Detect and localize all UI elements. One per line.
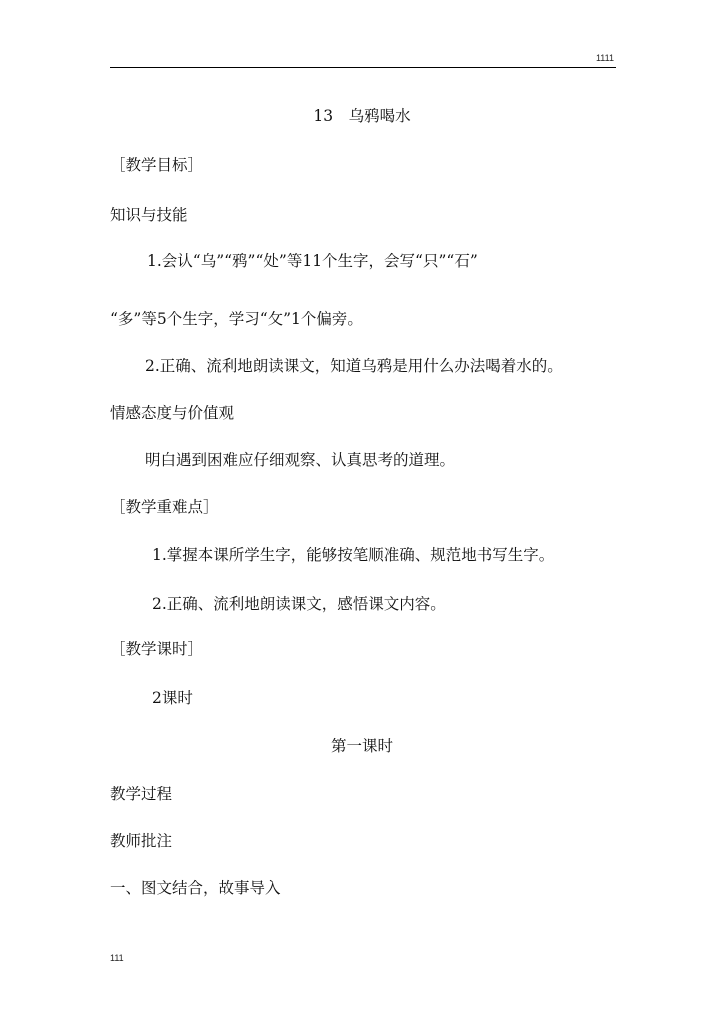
objective-2: 2.正确、流利地朗读课文，知道乌鸦是用什么办法喝着水的。 bbox=[145, 357, 563, 375]
keypoints-heading: ［教学重难点］ bbox=[110, 498, 219, 516]
lesson-title: 13 乌鸦喝水 bbox=[313, 107, 411, 125]
keypoint-2: 2.正确、流利地朗读课文，感悟课文内容。 bbox=[152, 595, 446, 613]
header-rule bbox=[110, 67, 616, 68]
hours-heading: ［教学课时］ bbox=[110, 640, 204, 658]
objective-1-line-2: “多”等5个生字，学习“攵”1个偏旁。 bbox=[110, 310, 363, 328]
first-lesson-title: 第一课时 bbox=[330, 737, 393, 755]
footer-page-number: 111 bbox=[110, 953, 124, 963]
hours-text: 2课时 bbox=[152, 689, 193, 707]
knowledge-heading: 知识与技能 bbox=[110, 206, 188, 224]
teacher-notes-heading: 教师批注 bbox=[110, 832, 173, 850]
step-1-heading: 一、图文结合，故事导入 bbox=[110, 879, 281, 897]
objective-1-line-1: 1.会认“乌”“鸦”“处”等11个生字，会写“只”“石” bbox=[147, 252, 478, 270]
objectives-heading: ［教学目标］ bbox=[110, 156, 204, 174]
attitude-text: 明白遇到困难应仔细观察、认真思考的道理。 bbox=[145, 451, 456, 469]
keypoint-1: 1.掌握本课所学生字，能够按笔顺准确、规范地书写生字。 bbox=[152, 546, 555, 564]
process-heading: 教学过程 bbox=[110, 785, 173, 803]
header-page-number: 1111 bbox=[595, 53, 614, 63]
attitude-heading: 情感态度与价值观 bbox=[110, 404, 235, 422]
